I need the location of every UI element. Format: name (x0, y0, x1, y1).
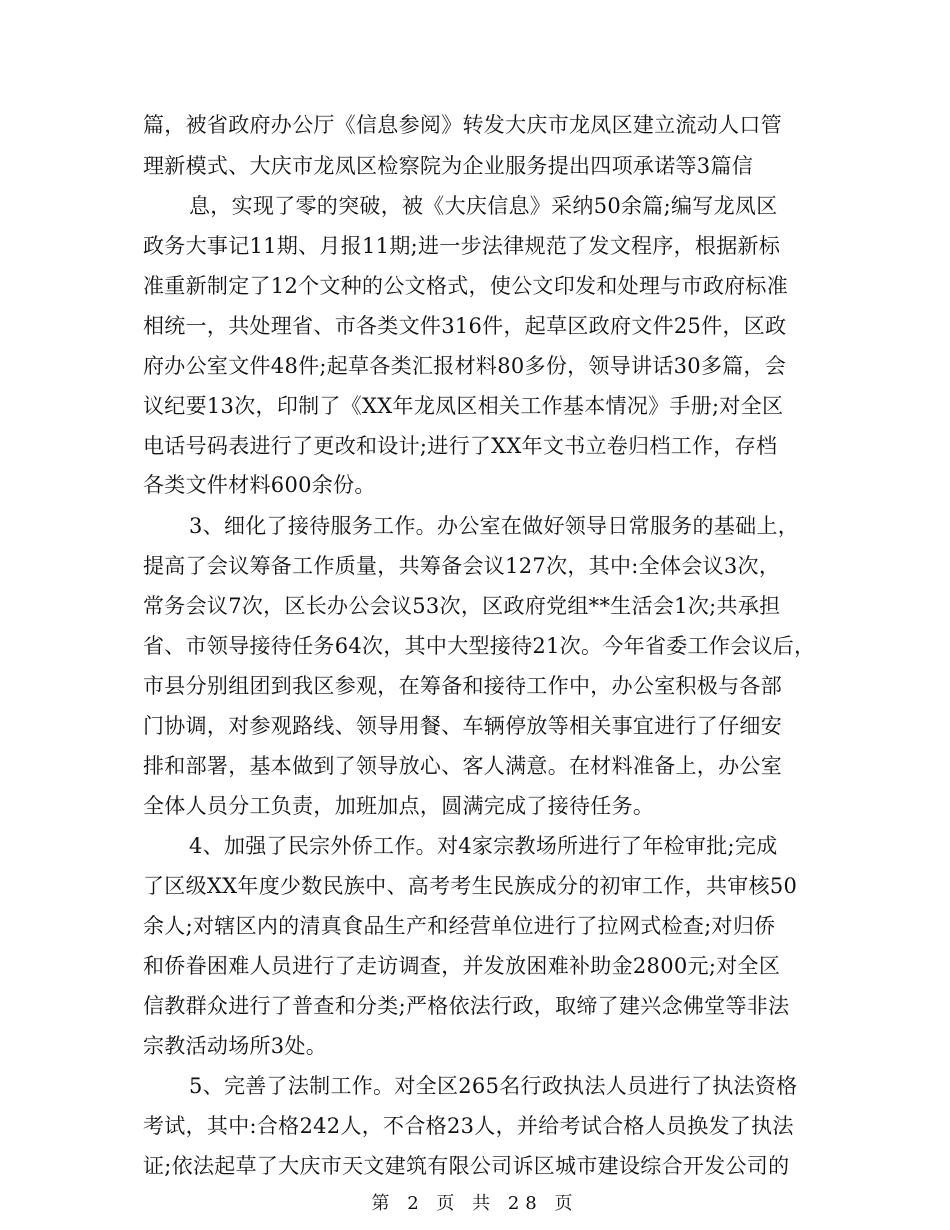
paragraph-line: 5、完善了法制工作。对全区265名行政执法人员进行了执法资格 (189, 1074, 798, 1098)
paragraph-line: 市县分别组团到我区参观，在筹备和接待工作中，办公室积极与各部 (143, 674, 782, 698)
paragraph-line: 3、细化了接待服务工作。办公室在做好领导日常服务的基础上， (189, 514, 800, 538)
paragraph-line: 省、市领导接待任务64次，其中大型接待21次。今年省委工作会议后， (143, 634, 816, 658)
paragraph-line: 常务会议7次，区长办公会议53次，区政府党组**生活会1次;共承担 (143, 594, 781, 618)
paragraph-line: 相统一，共处理省、市各类文件316件，起草区政府文件25件，区政 (143, 314, 787, 338)
paragraph-line: 信教群众进行了普查和分类;严格依法行政，取缔了建兴念佛堂等非法 (143, 994, 790, 1018)
paragraph-line: 准重新制定了12个文种的公文格式，使公文印发和处理与市政府标准 (143, 274, 789, 298)
paragraph-line: 排和部署，基本做到了领导放心、客人满意。在材料准备上，办公室 (143, 754, 782, 778)
paragraph-line: 议纪要13次，印制了《XX年龙凤区相关工作基本情况》手册;对全区 (143, 394, 784, 418)
paragraph-line: 门协调，对参观路线、领导用餐、车辆停放等相关事宜进行了仔细安 (143, 714, 782, 738)
paragraph-line: 4、加强了民宗外侨工作。对4家宗教场所进行了年检审批;完成 (189, 834, 778, 858)
paragraph-line: 息，实现了零的突破，被《大庆信息》采纳50余篇;编写龙凤区 (189, 194, 778, 218)
paragraph-line: 理新模式、大庆市龙凤区检察院为企业服务提出四项承诺等3篇信 (143, 154, 754, 178)
paragraph-line: 政务大事记11期、月报11期;进一步法律规范了发文程序，根据新标 (143, 234, 781, 258)
paragraph-line: 篇，被省政府办公厅《信息参阅》转发大庆市龙凤区建立流动人口管 (143, 113, 782, 137)
paragraph-line: 考试，其中:合格242人，不合格23人，并给考试合格人员换发了执法 (143, 1114, 794, 1138)
paragraph-line: 余人;对辖区内的清真食品生产和经营单位进行了拉网式检查;对归侨 (143, 914, 776, 938)
paragraph-line: 提高了会议筹备工作质量，共筹备会议127次，其中:全体会议3次， (143, 554, 781, 578)
paragraph-line: 各类文件材料600余份。 (143, 473, 376, 497)
paragraph-line: 宗教活动场所3处。 (143, 1034, 328, 1058)
paragraph-line: 证;依法起草了大庆市天文建筑有限公司诉区城市建设综合开发公司的 (143, 1154, 790, 1178)
page-footer: 第 2 页 共 28 页 (371, 1193, 579, 1214)
paragraph-line: 了区级XX年度少数民族中、高考考生民族成分的初审工作，共审核50 (143, 874, 798, 898)
paragraph-line: 电话号码表进行了更改和设计;进行了XX年文书立卷归档工作，存档 (143, 434, 778, 458)
paragraph-line: 全体人员分工负责，加班加点，圆满完成了接待任务。 (143, 794, 655, 818)
paragraph-line: 府办公室文件48件;起草各类汇报材料80多份，领导讲话30多篇，会 (143, 354, 787, 378)
paragraph-line: 和侨眷困难人员进行了走访调查，并发放困难补助金2800元;对全区 (143, 954, 781, 978)
